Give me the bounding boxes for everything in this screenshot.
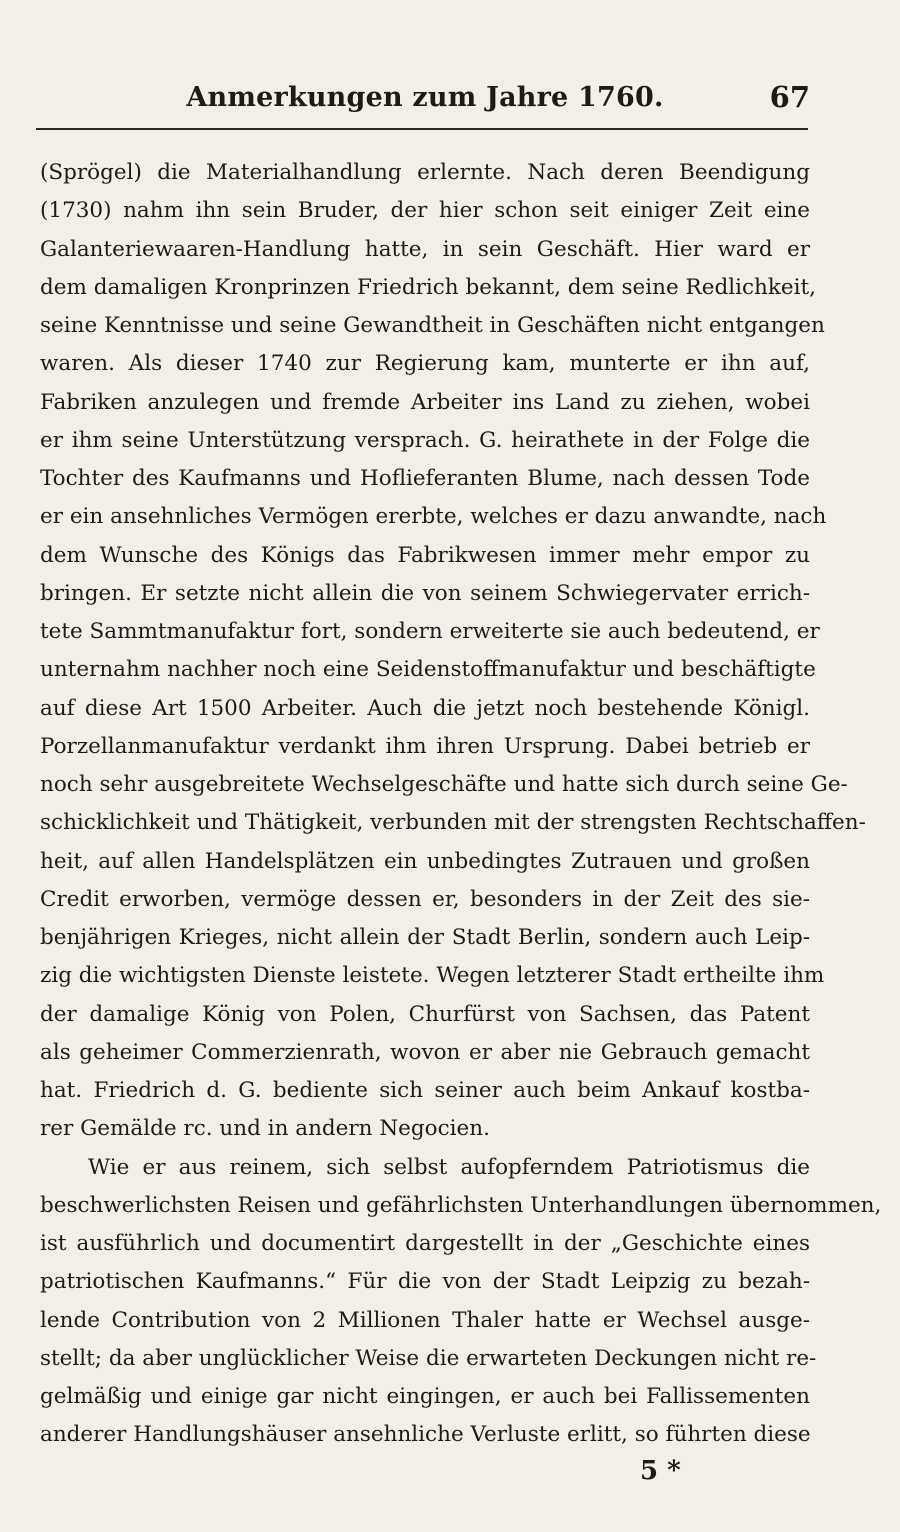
text-line: Fabriken anzulegen und fremde Arbeiter ins Land zu ziehen, wobei [40, 389, 810, 415]
text-line: der damalige König von Polen, Churfürst von Sachsen, das Patent [40, 1001, 810, 1027]
text-line: benjährigen Krieges, nicht allein der Stadt Berlin, sondern auch Leip- [40, 925, 810, 950]
paragraph-2 [40, 1149, 882, 1455]
text-line: dem damaligen Kronprinzen Friedrich bekannt, dem seine Redlichkeit, [40, 274, 816, 300]
text-line: lende Contribution von 2 Millionen Thaler hatte er Wechsel ausge- [40, 1307, 810, 1333]
text-line: waren. Als dieser 1740 zur Regierung kam, munterte er ihn auf, [40, 351, 810, 377]
text-line: (1730) nahm ihn sein Bruder, der hier schon seit einiger Zeit eine [40, 198, 810, 224]
text-line: noch sehr ausgebreitete Wechselgeschäfte und hatte sich durch seine Ge- [40, 772, 848, 797]
text-line: seine Kenntnisse und seine Gewandtheit in Geschäften nicht entgangen [40, 313, 825, 338]
text-line: anderer Handlungshäuser ansehnliche Verluste erlitt, so führten diese [40, 1422, 811, 1448]
text-line: er ihm seine Unterstützung versprach. G. heirathete in der Folge die [40, 427, 810, 453]
running-head-title: Anmerkungen zum Jahre 1760. [186, 82, 664, 113]
text-line: auf diese Art 1500 Arbeiter. Auch die jetzt noch bestehende Königl. [40, 695, 810, 721]
text-line: stellt; da aber unglücklicher Weise die erwarteten Deckungen nicht re- [40, 1345, 817, 1371]
paragraph-1 [40, 154, 866, 1149]
text-line: Wie er aus reinem, sich selbst aufopferndem Patriotismus die [88, 1154, 810, 1180]
text-line: er ein ansehnliches Vermögen ererbte, welches er dazu anwandte, nach [40, 504, 827, 530]
text-line: heit, auf allen Handelsplätzen ein unbedingtes Zutrauen und großen [40, 848, 810, 874]
header-rule [36, 128, 808, 130]
text-line: bringen. Er setzte nicht allein die von seinem Schwiegervater errich- [40, 580, 810, 606]
text-line: Tochter des Kaufmanns und Hoflieferanten Blume, nach dessen Tode [40, 466, 810, 491]
text-line: gelmäßig und einige gar nicht eingingen, er auch bei Fallissementen [40, 1384, 810, 1409]
page-number: 67 [769, 80, 810, 114]
text-line: als geheimer Commerzienrath, wovon er aber nie Gebrauch gemacht [40, 1039, 810, 1065]
text-line: ist ausführlich und documentirt dargestellt in der „Geschichte eines [40, 1231, 810, 1256]
text-line: zig die wichtigsten Dienste leistete. Wegen letzterer Stadt ertheilte ihm [40, 963, 825, 989]
text-line: Porzellanmanufaktur verdankt ihm ihren Ursprung. Dabei betrieb er [40, 733, 810, 759]
text-line: rer Gemälde rc. und in andern Negocien. [40, 1116, 490, 1142]
sheet-signature: 5 * [640, 1456, 681, 1486]
text-line: (Sprögel) die Materialhandlung erlernte. Nach deren Beendigung [40, 160, 810, 185]
body-text [40, 154, 882, 1455]
text-line: tete Sammtmanufaktur fort, sondern erweiterte sie auch bedeutend, er [40, 619, 820, 644]
running-head [40, 78, 810, 120]
text-line: dem Wunsche des Königs das Fabrikwesen immer mehr empor zu [40, 542, 810, 568]
text-line: schicklichkeit und Thätigkeit, verbunden mit der strengsten Rechtschaffen- [40, 810, 866, 836]
text-line: Credit erworben, vermöge dessen er, besonders in der Zeit des sie- [40, 886, 810, 912]
text-line: hat. Friedrich d. G. bediente sich seiner auch beim Ankauf kostba- [40, 1078, 810, 1103]
text-line: patriotischen Kaufmanns.“ Für die von der Stadt Leipzig zu bezah- [40, 1269, 810, 1295]
text-line: Galanteriewaaren-Handlung hatte, in sein Geschäft. Hier ward er [40, 236, 810, 262]
text-line: beschwerlichsten Reisen und gefährlichsten Unterhandlungen übernommen, [40, 1192, 882, 1218]
text-line: unternahm nachher noch eine Seidenstoffmanufaktur und beschäftigte [40, 657, 816, 683]
